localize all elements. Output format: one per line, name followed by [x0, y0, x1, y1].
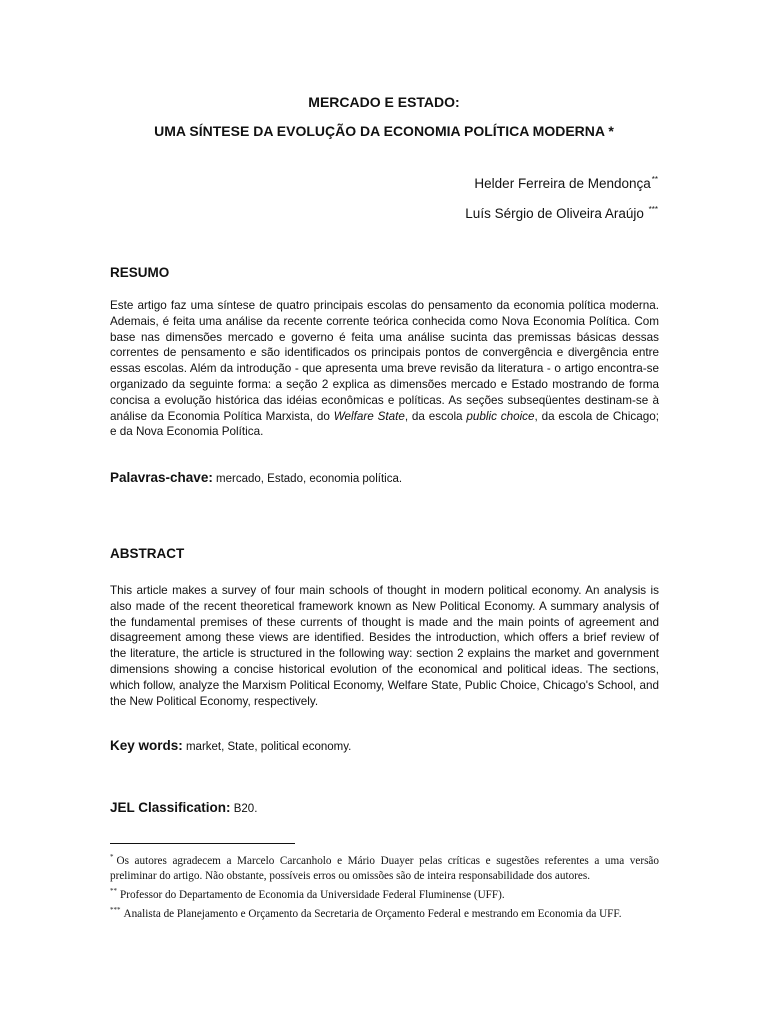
palavras-chave-label: Palavras-chave: [110, 470, 213, 485]
resumo-text-3: , da escola de Chicago; e da Nova Economia Política. [110, 409, 659, 439]
jel-label: JEL Classification: [110, 800, 231, 815]
palavras-chave [110, 470, 402, 485]
palavras-chave-value: mercado, Estado, economia política. [212, 473, 403, 485]
resumo-public-choice: public choice [466, 409, 535, 423]
footnote-1-mark: * [110, 853, 114, 861]
key-words [110, 738, 351, 753]
footnote-1-text: Os autores agradecem a Marcelo Carcanholo e Mário Duayer pelas críticas e sugestões referentes a uma versão preliminar do artigo. Não obstante, possíveis erros ou omissões são de inteira responsabilidade dos autores. [110, 855, 659, 882]
footnote-3 [110, 903, 659, 922]
resumo-welfare-state: Welfare State [333, 409, 405, 423]
key-words-value: market, State, political economy. [182, 741, 352, 753]
author-2 [465, 205, 658, 221]
key-words-label: Key words: [110, 738, 183, 753]
resumo-paragraph [110, 298, 659, 440]
footnotes [110, 850, 659, 922]
footnote-2-mark: ** [110, 887, 117, 895]
footnote-divider [110, 843, 295, 844]
author-2-name: Luís Sérgio de Oliveira Araújo [465, 206, 648, 221]
resumo-text-1: Este artigo faz uma síntese de quatro principais escolas do pensamento da economia política moderna. Ademais, é feita uma análise da recente corrente teórica conhecida como Nova Economia Política. Com base nas dimensões mercado e governo é feita uma análise sucinta das premissas básicas dessas correntes de pensamento e são identificados os principais pontos de convergência e divergência entre essas escolas. Além da introdução - que apresenta uma breve revisão da literatura - o artigo encontra-se organizado da seguinte forma: a seção 2 explica as dimensões mercado e Estado mostrando de forma concisa a evolução histórica das idéias econômicas e políticas. As seções subseqüentes destinam-se à análise da Economia Política Marxista, do [110, 299, 659, 423]
resumo-text-2: , da escola [404, 409, 467, 423]
footnote-1 [110, 850, 659, 884]
jel-value: B20. [230, 803, 258, 815]
author-1 [474, 175, 658, 191]
footnote-3-text: Analista de Planejamento e Orçamento da Secretaria de Orçamento Federal e mestrando em Economia da UFF. [123, 908, 622, 920]
footnote-2-text: Professor do Departamento de Economia da Universidade Federal Fluminense (UFF). [120, 889, 505, 901]
abstract-heading: ABSTRACT [110, 546, 185, 561]
jel-classification [110, 800, 257, 815]
title-line-1: MERCADO E ESTADO: [308, 94, 460, 110]
author-2-mark: *** [648, 205, 658, 214]
author-1-mark: ** [651, 175, 658, 184]
resumo-heading: RESUMO [110, 265, 170, 280]
title-line-2: UMA SÍNTESE DA EVOLUÇÃO DA ECONOMIA POLÍTICA MODERNA * [154, 123, 614, 139]
abstract-paragraph: This article makes a survey of four main schools of thought in modern political economy. An analysis is also made of the recent theoretical framework known as New Political Economy. A summary analysis of the fundamental premises of these currents of thought is made and the main points of agreement and disagreement among these views are identified. Besides the introduction, which offers a brief review of the literature, the article is structured in the following way: section 2 explains the market and government dimensions showing a concise historical evolution of the economical and political ideas. The sections, which follow, analyze the Marxism Political Economy, Welfare State, Public Choice, Chicago's School, and the New Political Economy, respectively. [110, 584, 659, 708]
author-1-name: Helder Ferreira de Mendonça [474, 176, 651, 191]
footnote-2 [110, 884, 659, 903]
footnote-3-mark: *** [110, 906, 121, 914]
